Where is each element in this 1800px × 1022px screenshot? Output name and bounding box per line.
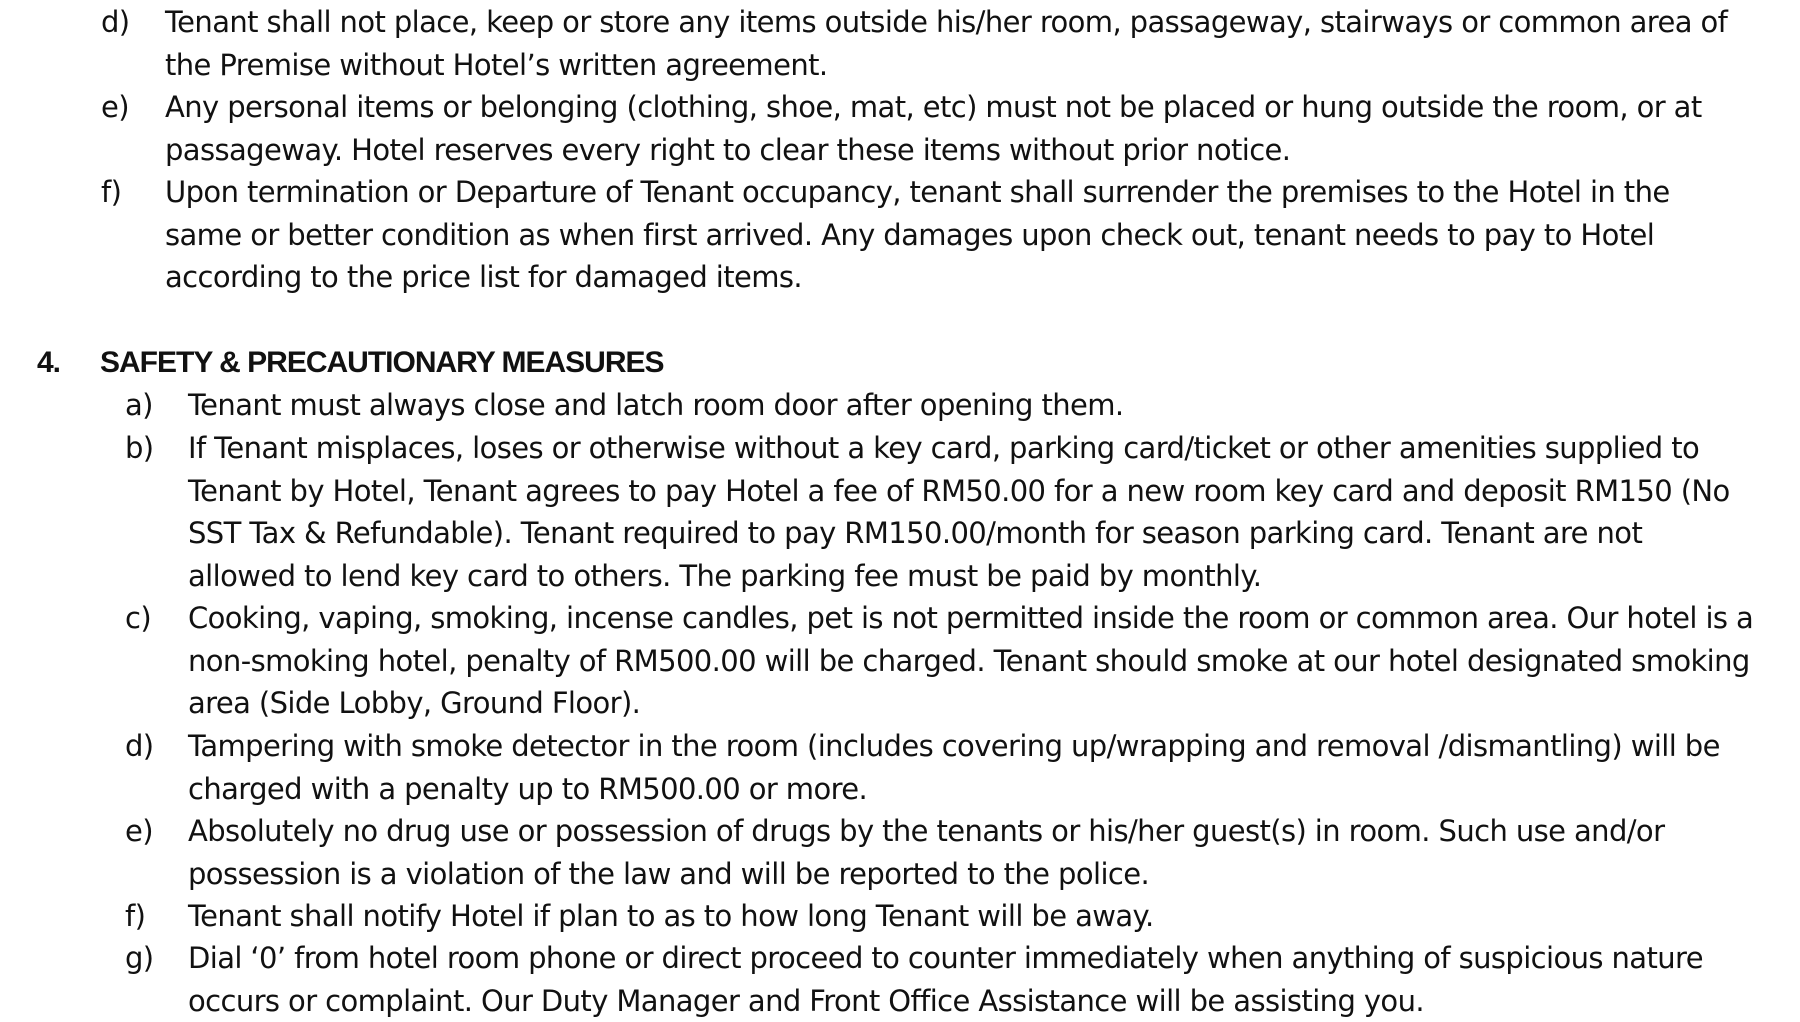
clause-line: the Premise without Hotel’s written agreement. <box>165 47 828 82</box>
clause-line: non-smoking hotel, penalty of RM500.00 will be charged. Tenant should smoke at our hotel designated smoking <box>188 643 1750 678</box>
clause-text <box>188 810 1664 895</box>
clause-text <box>188 597 1753 725</box>
clause-line: passageway. Hotel reserves every right to clear these items without prior notice. <box>165 132 1291 167</box>
clause-line: occurs or complaint. Our Duty Manager and Front Office Assistance will be assisting you. <box>188 983 1424 1018</box>
clause-line: Tenant must always close and latch room door after opening them. <box>188 388 1124 422</box>
clause-label: d) <box>125 729 154 763</box>
clause-text <box>165 86 1702 171</box>
clause-text <box>188 427 1730 597</box>
clause-line: same or better condition as when first arrived. Any damages upon check out, tenant needs to pay to Hotel <box>165 217 1655 252</box>
clause-line: according to the price list for damaged items. <box>165 260 803 295</box>
clause-line: charged with a penalty up to RM500.00 or more. <box>188 771 868 806</box>
clause-line: Tenant shall notify Hotel if plan to as to how long Tenant will be away. <box>188 899 1154 933</box>
clause-line: allowed to lend key card to others. The parking fee must be paid by monthly. <box>188 558 1262 593</box>
clause-text <box>188 384 1124 427</box>
clause-line: Tenant by Hotel, Tenant agrees to pay Hotel a fee of RM50.00 for a new room key card and deposit RM150 (No <box>188 473 1730 508</box>
section-title: SAFETY & PRECAUTIONARY MEASURES <box>100 346 664 379</box>
clause-line: Any personal items or belonging (clothing, shoe, mat, etc) must not be placed or hung outside the room, or at <box>165 90 1702 124</box>
clause-line: Tampering with smoke detector in the room (includes covering up/wrapping and removal /dismantling) will be <box>188 729 1720 763</box>
clause-label: f) <box>125 899 146 933</box>
clause-line: Tenant shall not place, keep or store any items outside his/her room, passageway, stairways or common area of <box>165 5 1728 39</box>
clause-label: e) <box>125 814 153 848</box>
clause-label: b) <box>125 431 154 465</box>
clause-label: a) <box>125 388 153 422</box>
clause-text <box>188 725 1720 810</box>
clause-line: SST Tax & Refundable). Tenant required to pay RM150.00/month for season parking card. Tenant are not <box>188 516 1643 551</box>
clause-line: Absolutely no drug use or possession of drugs by the tenants or his/her guest(s) in room. Such use and/or <box>188 814 1665 848</box>
section-number: 4. <box>37 346 61 379</box>
clause-line: possession is a violation of the law and will be reported to the police. <box>188 856 1150 891</box>
clause-text <box>165 1 1727 86</box>
clause-text <box>165 171 1670 299</box>
clause-line: Dial ‘0’ from hotel room phone or direct proceed to counter immediately when anything of suspicious nature <box>188 941 1703 975</box>
clause-label: d) <box>101 5 130 39</box>
clause-line: Cooking, vaping, smoking, incense candles, pet is not permitted inside the room or common area. Our hotel is a <box>188 601 1754 635</box>
clause-line: Upon termination or Departure of Tenant occupancy, tenant shall surrender the premises to the Hotel in the <box>165 175 1670 209</box>
clause-text <box>188 895 1154 938</box>
clause-label: c) <box>125 601 152 635</box>
clause-line: If Tenant misplaces, loses or otherwise without a key card, parking card/ticket or other amenities supplied to <box>188 431 1700 465</box>
clause-label: e) <box>101 90 129 124</box>
clause-label: f) <box>101 175 122 209</box>
clause-line: area (Side Lobby, Ground Floor). <box>188 686 641 721</box>
clause-text <box>188 937 1703 1022</box>
clause-label: g) <box>125 941 154 975</box>
